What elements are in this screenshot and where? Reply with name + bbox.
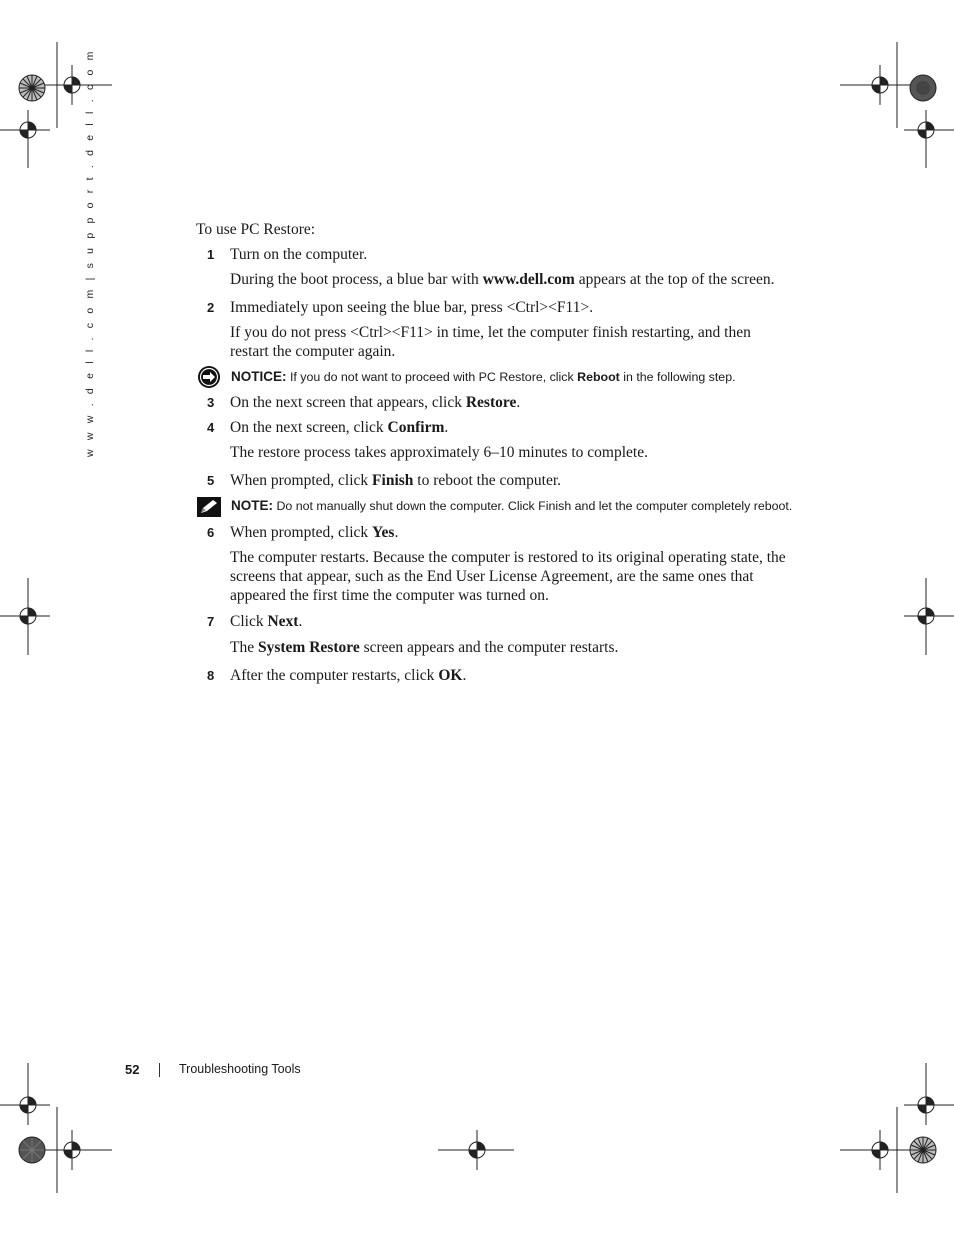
step-text: When prompted, click Finish to reboot the computer. — [230, 472, 562, 489]
step-detail: If you do not press <Ctrl><F11> in time, let the computer finish restarting, and then restart the computer again. — [230, 324, 751, 360]
step-number: 1 — [207, 247, 215, 262]
sidebar-url-text: w w w . d e l l . c o m | s u p p o r t . d e l l . c o m — [84, 48, 96, 457]
dark-target-mark — [909, 74, 937, 102]
crosshair-mark — [0, 586, 60, 646]
footer-section-title: Troubleshooting Tools — [179, 1062, 301, 1076]
step-number: 6 — [207, 525, 215, 540]
step-text: Immediately upon seeing the blue bar, press <Ctrl><F11>. — [230, 299, 594, 316]
step-text: On the next screen, click Confirm. — [230, 419, 449, 436]
crosshair-mark — [840, 65, 920, 105]
step-text: On the next screen that appears, click Restore. — [230, 394, 521, 411]
starburst-mark — [909, 1136, 937, 1164]
step-text: After the computer restarts, click OK. — [230, 667, 467, 684]
step-text: Turn on the computer. — [230, 246, 368, 263]
step-text: When prompted, click Yes. — [230, 524, 399, 541]
crosshair-mark — [898, 100, 954, 160]
intro-text: To use PC Restore: — [196, 221, 316, 238]
page-number: 52 — [125, 1062, 140, 1077]
note-text: NOTE: Do not manually shut down the computer. Click Finish and let the computer completely reboot. — [231, 498, 793, 513]
step-number: 5 — [207, 473, 215, 488]
step-number: 7 — [207, 614, 215, 629]
step-number: 4 — [207, 420, 215, 435]
notice-icon — [197, 365, 221, 389]
crosshair-mark — [42, 1130, 122, 1170]
note-pencil-icon — [197, 497, 221, 517]
crosshair-mark — [898, 586, 954, 646]
step-detail: The System Restore screen appears and the computer restarts. — [230, 639, 619, 656]
step-number: 3 — [207, 395, 215, 410]
crosshair-mark — [840, 1130, 920, 1170]
crosshair-mark — [0, 100, 60, 160]
notice-text: NOTICE: If you do not want to proceed with PC Restore, click Reboot in the following step. — [231, 369, 736, 384]
crosshair-mark — [438, 1130, 518, 1170]
step-number: 8 — [207, 668, 215, 683]
crosshair-mark — [42, 65, 122, 105]
dark-target-mark — [18, 1136, 46, 1164]
step-text: Click Next. — [230, 613, 303, 630]
crosshair-mark — [898, 1075, 954, 1135]
step-number: 2 — [207, 300, 215, 315]
step-detail: The computer restarts. Because the computer is restored to its original operating state, the screens that appear, such as the End User License Agreement, are the same ones that appeared the first time the computer was turned on. — [230, 549, 786, 604]
starburst-mark — [18, 74, 46, 102]
step-detail: During the boot process, a blue bar with www.dell.com appears at the top of the screen. — [230, 271, 775, 288]
footer-divider — [159, 1063, 160, 1077]
step-detail: The restore process takes approximately 6–10 minutes to complete. — [230, 444, 648, 461]
crosshair-mark — [0, 1075, 60, 1135]
